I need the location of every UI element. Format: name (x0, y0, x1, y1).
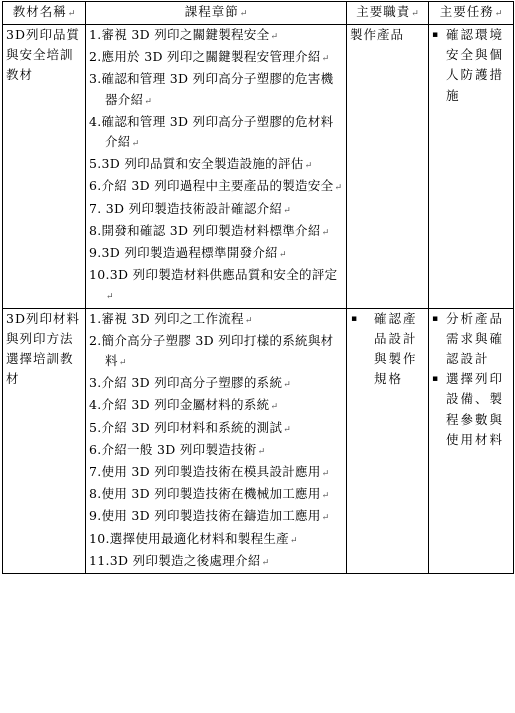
header-material: 教材名稱↵ (3, 2, 86, 25)
chapter-item: 10.3D 列印製造材料供應品質和安全的評定↵ (89, 267, 338, 303)
chapter-item: 5.介紹 3D 列印材料和系統的測試↵ (89, 419, 292, 435)
bullet-icon: ▪ (432, 374, 441, 385)
duties-cell (347, 25, 429, 309)
duties-cell (347, 308, 429, 573)
material-cell (3, 308, 86, 573)
material-cell (3, 25, 86, 309)
chapter-item: 6.介紹 3D 列印過程中主要產品的製造安全↵ (89, 178, 343, 194)
material-name: 3D列印品質與安全培訓教材 (6, 27, 80, 83)
chapter-list (89, 309, 344, 573)
chapter-item: 3.確認和管理 3D 列印高分子塑膠的危害機器介紹↵ (89, 71, 334, 107)
chapter-list (89, 25, 344, 308)
header-tasks: 主要任務↵ (429, 2, 514, 25)
table-row (3, 308, 514, 573)
duty-item: ▪ 確認產品設計與製作規格 (351, 310, 418, 387)
chapter-item: 9.3D 列印製造過程標準開發介紹↵ (89, 245, 287, 261)
task-list (432, 309, 511, 450)
header-row (3, 2, 514, 25)
duty-list (350, 309, 426, 390)
chapter-item: 7.使用 3D 列印製造技術在模具設計應用↵ (89, 464, 330, 480)
chapter-item: 9.使用 3D 列印製造技術在鑄造加工應用↵ (89, 508, 330, 524)
chapter-item: 4.確認和管理 3D 列印高分子塑膠的危材料介紹↵ (89, 113, 334, 150)
chapter-item: 11.3D 列印製造之後處理介紹↵ (89, 552, 270, 568)
chapters-cell (86, 308, 347, 573)
bullet-icon: ▪ (432, 30, 441, 40)
chapter-item: 5.3D 列印品質和安全製造設施的評估↵ (89, 156, 313, 172)
chapter-item: 3.介紹 3D 列印高分子塑膠的系統↵ (89, 375, 292, 391)
duty-text: 製作產品 (350, 27, 405, 42)
chapter-item: 7. 3D 列印製造技術設計確認介紹↵ (89, 200, 292, 216)
tasks-cell (429, 308, 514, 573)
chapter-item: 10.選擇使用最適化材料和製程生產↵ (89, 530, 298, 546)
chapter-item: 1.審視 3D 列印之工作流程↵ (89, 310, 253, 326)
header-chapters: 課程章節↵ (86, 2, 347, 25)
chapter-item: 1.審視 3D 列印之關鍵製程安全↵ (89, 27, 279, 42)
bullet-icon: ▪ (351, 313, 360, 324)
chapters-cell (86, 25, 347, 309)
chapter-item: 2.應用於 3D 列印之關鍵製程安管理介紹↵ (89, 49, 330, 65)
chapter-item: 4.介紹 3D 列印金屬材料的系統↵ (89, 397, 279, 413)
course-table (2, 1, 514, 574)
task-item: ▪ 分析產品需求與確認設計 (432, 310, 505, 367)
material-name: 3D列印材料與列印方法選擇培訓教材 (6, 310, 80, 387)
chapter-item: 2.簡介高分子塑膠 3D 列印打樣的系統與材料↵ (89, 332, 334, 369)
bullet-icon: ▪ (432, 313, 441, 324)
chapter-item: 6.介紹一般 3D 列印製造技術↵ (89, 441, 266, 457)
chapter-item: 8.使用 3D 列印製造技術在機械加工應用↵ (89, 486, 330, 502)
table-row (3, 25, 514, 309)
tasks-cell (429, 25, 514, 309)
header-duties: 主要職責↵ (347, 2, 429, 25)
task-item: ▪ 確認環境安全與個人防護措施 (432, 27, 505, 103)
chapter-item: 8.開發和確認 3D 列印製造材料標準介紹↵ (89, 222, 330, 238)
task-item: ▪ 選擇列印設備、製程參數與使用材料 (432, 371, 505, 447)
task-list (432, 25, 511, 106)
